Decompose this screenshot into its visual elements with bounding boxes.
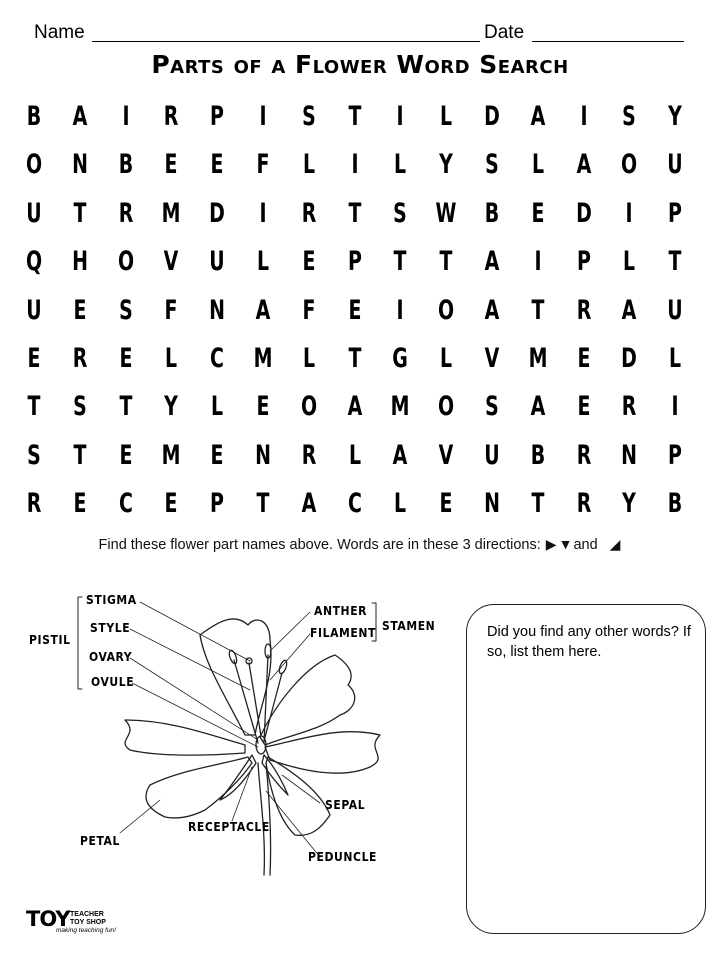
grid-letter[interactable]: U [26, 294, 42, 326]
grid-letter[interactable]: E [210, 149, 224, 181]
grid-letter[interactable]: L [623, 246, 636, 278]
grid-letter[interactable]: V [438, 439, 454, 471]
grid-letter[interactable]: F [256, 149, 270, 181]
grid-letter[interactable]: E [73, 294, 87, 326]
grid-letter[interactable]: S [622, 101, 637, 132]
grid-letter[interactable]: I [259, 197, 267, 229]
name-date-row [34, 20, 689, 46]
page-title: Parts of a Flower Word Search [151, 50, 569, 79]
grid-letter[interactable]: A [347, 391, 362, 423]
grid-letter[interactable]: T [348, 101, 362, 132]
instructions-and: and [573, 537, 598, 553]
grid-letter[interactable]: E [164, 488, 178, 520]
grid-letter[interactable]: T [348, 343, 362, 374]
grid-letter[interactable]: A [576, 149, 591, 181]
grid-letter[interactable]: E [210, 439, 224, 471]
label-sepal: SEPAL [325, 798, 366, 812]
grid-letter[interactable]: T [439, 246, 453, 278]
grid-letter[interactable]: U [667, 149, 683, 181]
grid-letter[interactable]: D [621, 343, 638, 374]
grid-letter[interactable]: L [348, 439, 361, 471]
grid-letter[interactable]: T [393, 246, 407, 278]
grid-letter[interactable]: M [161, 439, 181, 471]
date-field[interactable] [532, 41, 684, 42]
grid-letter[interactable]: I [534, 246, 542, 278]
grid-letter[interactable]: U [484, 439, 500, 471]
grid-letter[interactable]: N [255, 439, 271, 471]
grid-letter[interactable]: L [302, 343, 315, 374]
grid-letter[interactable]: A [301, 488, 317, 520]
grid-letter[interactable]: M [390, 391, 410, 423]
grid-letter[interactable]: Y [164, 391, 179, 423]
grid-letter[interactable]: U [26, 197, 42, 229]
grid-letter[interactable]: O [117, 246, 134, 278]
logo-mark: TOY [26, 907, 70, 931]
grid-letter[interactable]: E [164, 149, 178, 181]
grid-letter[interactable]: A [484, 246, 500, 278]
grid-letter[interactable]: N [71, 149, 88, 181]
grid-letter[interactable]: B [667, 488, 683, 520]
grid-letter[interactable]: A [72, 101, 88, 132]
grid-letter[interactable]: D [484, 101, 500, 132]
grid-letter[interactable]: T [73, 197, 87, 229]
grid-letter[interactable]: S [485, 149, 499, 181]
grid-letter[interactable]: L [256, 246, 270, 278]
grid-letter[interactable]: Y [622, 488, 637, 520]
grid-letter[interactable]: U [667, 294, 683, 326]
grid-letter[interactable]: H [71, 246, 88, 278]
grid-letter[interactable]: R [622, 391, 637, 423]
grid-letter[interactable]: N [621, 439, 638, 471]
grid-letter[interactable]: E [256, 391, 270, 423]
grid-letter[interactable]: C [347, 488, 362, 520]
word-search-grid [0, 96, 720, 536]
grid-letter[interactable]: B [530, 439, 546, 471]
label-filament: FILAMENT [310, 626, 376, 640]
grid-letter[interactable]: E [119, 439, 133, 471]
grid-letter[interactable]: I [580, 101, 588, 132]
label-ovule: OVULE [91, 675, 135, 689]
grid-letter[interactable]: A [530, 101, 546, 132]
grid-letter[interactable]: S [72, 391, 87, 423]
grid-letter[interactable]: Q [25, 246, 43, 278]
grid-letter[interactable]: T [348, 197, 362, 229]
other-words-prompt: Did you find any other words? If so, list them here. [487, 624, 691, 660]
grid-letter[interactable]: D [209, 197, 226, 229]
grid-letter[interactable]: R [301, 439, 317, 471]
grid-letter[interactable]: I [351, 149, 359, 181]
instructions-text: Find these flower part names above. Words are in these 3 directions: [98, 537, 541, 553]
grid-letter[interactable]: B [26, 101, 42, 132]
grid-letter[interactable]: W [435, 197, 457, 229]
label-petal: PETAL [80, 834, 120, 848]
grid-letter[interactable]: R [576, 439, 591, 471]
grid-letter[interactable]: S [27, 439, 41, 471]
grid-letter[interactable]: O [438, 294, 455, 326]
grid-letter[interactable]: D [575, 197, 592, 229]
grid-letter[interactable]: E [577, 343, 591, 374]
grid-letter[interactable]: M [528, 343, 548, 374]
grid-letter[interactable]: I [396, 101, 404, 132]
label-receptacle: RECEPTACLE [188, 820, 270, 834]
grid-letter[interactable]: M [161, 197, 181, 229]
grid-letter[interactable]: I [671, 391, 679, 423]
grid-letter[interactable]: I [625, 197, 633, 229]
grid-letter[interactable]: N [484, 488, 500, 520]
grid-letter[interactable]: C [118, 488, 133, 520]
grid-letter[interactable]: L [531, 149, 544, 181]
grid-letter[interactable]: S [485, 391, 499, 423]
grid-letter[interactable]: U [209, 246, 225, 278]
name-label: Name [34, 22, 85, 43]
grid-letter[interactable]: V [164, 246, 179, 278]
grid-letter[interactable]: A [484, 294, 500, 326]
grid-letter[interactable]: R [164, 101, 179, 132]
grid-letter[interactable]: T [668, 246, 682, 278]
grid-letter[interactable]: I [259, 101, 267, 132]
logo-tagline: making teaching fun! [56, 927, 116, 934]
grid-letter[interactable]: V [484, 343, 500, 374]
grid-letter[interactable]: P [210, 488, 225, 520]
arrow-down-icon: ▼ [558, 536, 573, 552]
grid-letter[interactable]: R [301, 197, 317, 229]
grid-letter[interactable]: P [668, 197, 683, 229]
grid-letter[interactable]: O [621, 149, 638, 181]
grid-letter[interactable]: Y [668, 101, 683, 132]
name-field[interactable] [92, 41, 480, 42]
label-style: STYLE [90, 621, 131, 635]
grid-letter[interactable]: E [73, 488, 87, 520]
grid-letter[interactable]: S [118, 294, 133, 326]
label-stigma: STIGMA [86, 593, 137, 607]
grid-letter[interactable]: E [348, 294, 362, 326]
arrow-diagonal-icon: ◢ [609, 536, 621, 552]
grid-letter[interactable]: E [439, 488, 453, 520]
grid-letter[interactable]: M [253, 343, 273, 374]
grid-letter[interactable]: B [118, 149, 133, 181]
label-peduncle: PEDUNCLE [308, 850, 378, 864]
grid-letter[interactable]: T [73, 439, 87, 471]
grid-letter[interactable]: R [118, 197, 133, 229]
other-words-box[interactable] [466, 604, 706, 934]
flower-diagram [20, 585, 460, 885]
logo-brand-line1: TEACHER [70, 911, 104, 918]
grid-letter[interactable]: P [210, 101, 225, 132]
grid-letter[interactable]: E [302, 246, 316, 278]
grid-letter[interactable]: S [393, 197, 408, 229]
grid-letter[interactable]: O [25, 149, 43, 181]
grid-letter[interactable]: P [347, 246, 362, 278]
grid-letter[interactable]: T [531, 294, 545, 326]
grid-letter[interactable]: L [302, 149, 315, 181]
grid-letter[interactable]: R [576, 488, 591, 520]
grid-letter[interactable]: I [122, 101, 130, 132]
teacher-toy-shop-logo [26, 906, 146, 944]
grid-letter[interactable]: E [27, 343, 41, 374]
grid-letter[interactable]: L [669, 343, 682, 374]
grid-letter[interactable]: O [438, 391, 455, 423]
grid-letter[interactable]: R [26, 488, 42, 520]
grid-letter[interactable]: P [576, 246, 591, 278]
grid-letter[interactable]: C [210, 343, 225, 374]
grid-letter[interactable]: A [255, 294, 271, 326]
grid-letter[interactable]: S [301, 101, 316, 132]
grid-letter[interactable]: T [119, 391, 133, 423]
grid-letter[interactable]: F [302, 294, 316, 326]
grid-letter[interactable]: L [440, 101, 453, 132]
date-label: Date [484, 22, 525, 43]
grid-letter[interactable]: T [531, 488, 545, 520]
instructions [0, 536, 720, 553]
grid-letter[interactable]: A [393, 439, 408, 471]
arrow-right-icon: ▶ [545, 536, 557, 552]
grid-letter[interactable]: L [394, 488, 407, 520]
label-ovary: OVARY [89, 650, 133, 664]
grid-letter[interactable]: A [530, 391, 546, 423]
grid-letter[interactable]: P [668, 439, 683, 471]
logo-brand-line2: TOY SHOP [70, 919, 106, 926]
grid-letter[interactable]: R [72, 343, 88, 374]
grid-letter[interactable]: L [165, 343, 178, 374]
grid-letter[interactable]: I [396, 294, 404, 326]
label-anther: ANTHER [314, 604, 368, 618]
grid-letter[interactable]: R [576, 294, 591, 326]
grid-letter[interactable]: Y [439, 149, 454, 181]
grid-letter[interactable]: O [300, 391, 317, 423]
grid-letter[interactable]: A [622, 294, 637, 326]
grid-letter[interactable]: T [27, 391, 41, 423]
grid-letter[interactable]: F [164, 294, 178, 326]
grid-letter[interactable]: G [392, 343, 409, 374]
grid-letter[interactable]: N [209, 294, 226, 326]
grid-letter[interactable]: E [119, 343, 133, 374]
label-pistil: PISTIL [29, 633, 71, 647]
grid-letter[interactable]: E [531, 197, 545, 229]
grid-letter[interactable]: L [440, 343, 453, 374]
grid-letter[interactable]: E [577, 391, 591, 423]
grid-letter[interactable]: L [211, 391, 224, 423]
label-stamen: STAMEN [382, 619, 436, 633]
grid-letter[interactable]: B [484, 197, 500, 229]
grid-letter[interactable]: T [256, 488, 270, 520]
grid-letter[interactable]: L [394, 149, 407, 181]
